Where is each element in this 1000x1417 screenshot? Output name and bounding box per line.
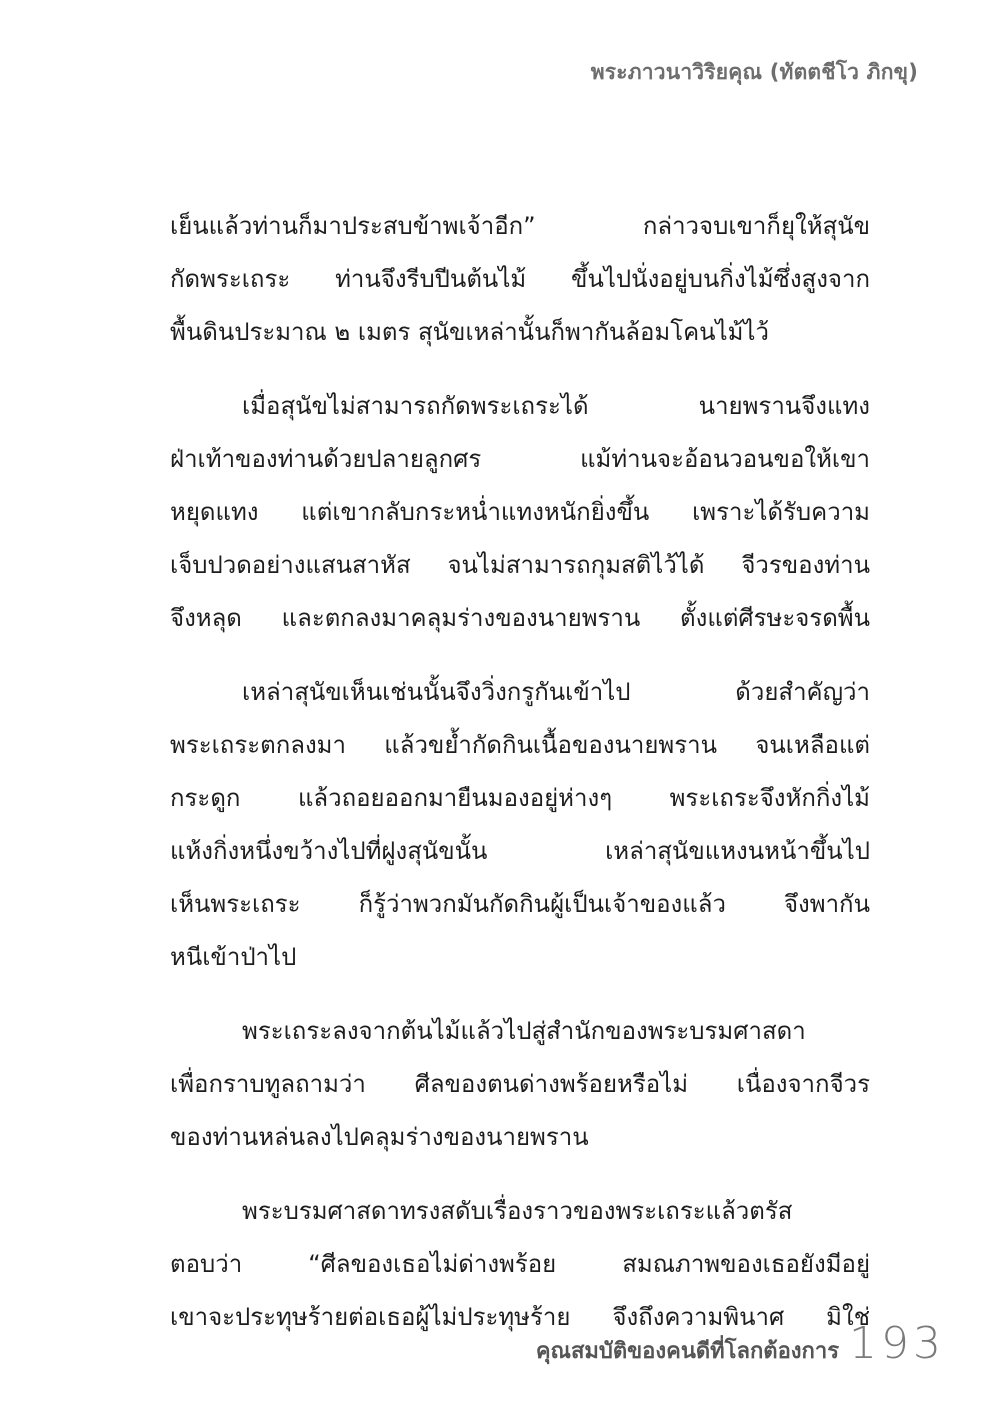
text-line: เขาจะประทุษร้ายต่อเธอผู้ไม่ประทุษร้าย จึงถึงความพินาศ มิใช่ [170, 1303, 870, 1331]
text-line: กัดพระเถระ ท่านจึงรีบปีนต้นไม้ ขึ้นไปนั่งอยู่บนกิ่งไม้ซึ่งสูงจาก [170, 265, 870, 293]
text-line: พระเถระตกลงมา แล้วขย้ำกัดกินเนื้อของนายพราน จนเหลือแต่ [170, 731, 870, 759]
paragraph-1 [170, 200, 870, 359]
text-line: ตอบว่า “ศีลของเธอไม่ด่างพร้อย สมณภาพของเธอยังมีอยู่ [170, 1250, 870, 1278]
paragraph-2 [170, 380, 870, 645]
text-line: ของท่านหล่นลงไปคลุมร่างของนายพราน [170, 1123, 589, 1151]
text-line: พระบรมศาสดาทรงสดับเรื่องราวของพระเถระแล้วตรัส [242, 1197, 793, 1225]
text-line: กระดูก แล้วถอยออกมายืนมองอยู่ห่างๆ พระเถระจึงหักกิ่งไม้ [170, 784, 870, 812]
text-line: เห็นพระเถระ ก็รู้ว่าพวกมันกัดกินผู้เป็นเจ้าของแล้ว จึงพากัน [170, 890, 870, 918]
text-line: เจ็บปวดอย่างแสนสาหัส จนไม่สามารถกุมสติไว้ได้ จีวรของท่าน [170, 551, 870, 579]
running-foot [536, 1318, 945, 1369]
book-title: คุณสมบัติของคนดีที่โลกต้องการ [535, 1339, 840, 1364]
text-line: เย็นแล้วท่านก็มาประสบข้าพเจ้าอีก” กล่าวจบเขาก็ยุให้สุนัข [170, 212, 870, 240]
page-number: 193 [849, 1318, 945, 1369]
text-line: พื้นดินประมาณ ๒ เมตร สุนัขเหล่านั้นก็พากันล้อมโคนไม้ไว้ [170, 318, 769, 346]
running-head: พระภาวนาวิริยคุณ (ทัตตชีโว ภิกขุ) [590, 60, 918, 84]
body-text [170, 200, 870, 1365]
text-line: หนีเข้าป่าไป [170, 943, 297, 971]
paragraph-4 [170, 1005, 870, 1164]
text-line: หยุดแทง แต่เขากลับกระหน่ำแทงหนักยิ่งขึ้น เพราะได้รับความ [170, 498, 870, 526]
text-line: แห้งกิ่งหนึ่งขว้างไปที่ฝูงสุนัขนั้น เหล่าสุนัขแหงนหน้าขึ้นไป [170, 837, 870, 865]
text-line: พระเถระลงจากต้นไม้แล้วไปสู่สำนักของพระบรมศาสดา [242, 1017, 806, 1045]
text-line: เพื่อกราบทูลถามว่า ศีลของตนด่างพร้อยหรือไม่ เนื่องจากจีวร [170, 1070, 870, 1098]
paragraph-3 [170, 666, 870, 984]
text-line: ฝ่าเท้าของท่านด้วยปลายลูกศร แม้ท่านจะอ้อนวอนขอให้เขา [170, 445, 870, 473]
text-line: จึงหลุด และตกลงมาคลุมร่างของนายพราน ตั้งแต่ศีรษะจรดพื้น [170, 604, 870, 632]
text-line: เมื่อสุนัขไม่สามารถกัดพระเถระได้ นายพรานจึงแทง [242, 392, 870, 420]
text-line: เหล่าสุนัขเห็นเช่นนั้นจึงวิ่งกรูกันเข้าไป ด้วยสำคัญว่า [242, 678, 870, 706]
